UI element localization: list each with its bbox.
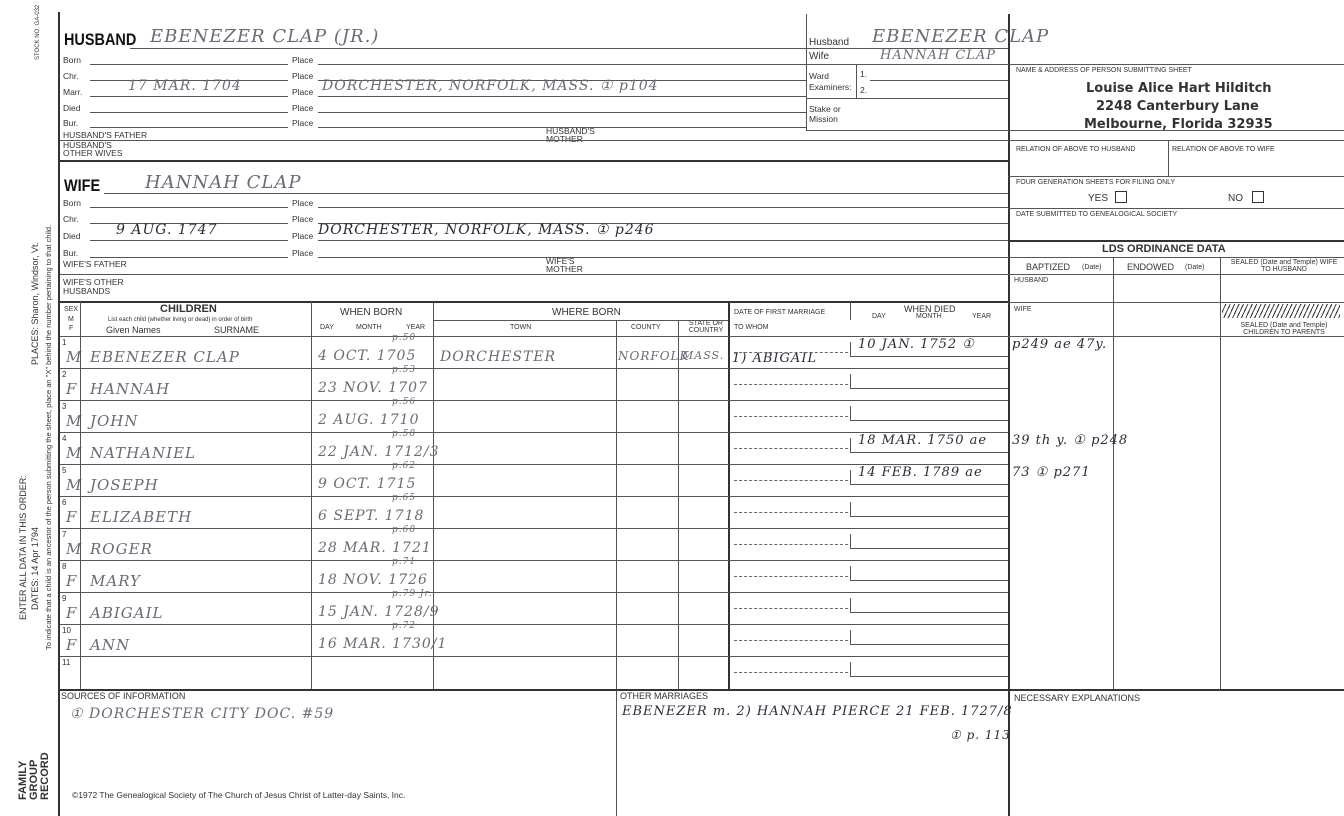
copyright: ©1972 The Genealogical Society of The Church of Jesus Christ of Latter-day Saints, Inc. [72,790,406,800]
child-born[interactable]: 22 JAN. 1712/3 [318,444,440,460]
child-name[interactable]: ROGER [90,540,153,558]
child-born[interactable]: 15 JAN. 1728/9 [318,604,440,620]
header-box-left-line [806,14,807,130]
submitter-name: Louise Alice Hart Hilditch [1086,81,1272,96]
children-title: CHILDREN [160,303,217,315]
child-name[interactable]: EBENEZER CLAP [90,348,240,366]
husband-label: HUSBAND [64,30,137,49]
examiners-label: Examiners: [809,82,852,92]
husband-marr-place[interactable]: DORCHESTER, NORFOLK, MASS. ① p104 [322,78,659,94]
wifes-father-label: WIFE'S FATHER [63,259,127,269]
hb-husband-label: Husband [809,37,850,48]
no-label: NO [1228,193,1243,204]
child-name[interactable]: ABIGAIL [90,604,164,622]
child-born[interactable]: 6 SEPT. 1718 [318,508,425,524]
marriage-date-dash [734,480,848,481]
necessary-explanations-label: NECESSARY EXPLANATIONS [1014,693,1141,703]
sealed-wife-label: SEALED (Date and Temple) WIFE TO HUSBAND [1230,259,1338,273]
child-page-ref: p.56 [392,397,417,407]
marriage-date-dash [734,672,848,673]
stake-label: Stake or Mission [809,104,841,124]
husband-name-line [130,48,806,49]
sources-label: SOURCES OF INFORMATION [61,691,186,701]
child-died[interactable]: 18 MAR. 1750 ae [858,433,988,448]
lds-title: LDS ORDINANCE DATA [1102,243,1226,255]
four-gen-label: FOUR GENERATION SHEETS FOR FILING ONLY [1016,179,1176,186]
child-number: 8 [62,562,67,571]
child-name[interactable]: MARY [90,572,141,590]
wife-label: WIFE [64,176,101,195]
child-sex[interactable]: F [66,604,78,622]
lds-husband-label: HUSBAND [1014,277,1049,284]
marriage-date-dash [734,576,848,577]
husband-born-label: Born [63,55,81,65]
no-checkbox[interactable] [1252,191,1264,203]
relation-husband-label: RELATION OF ABOVE TO HUSBAND [1016,146,1136,153]
hb-wife-value[interactable]: HANNAH CLAP [880,48,997,63]
submitter-street: 2248 Canterbury Lane [1096,99,1259,114]
child-sex[interactable]: M [66,540,83,558]
husband-chr-label: Chr. [63,71,79,81]
child-number: 4 [62,434,67,443]
submitter-label: NAME & ADDRESS OF PERSON SUBMITTING SHEET [1016,67,1192,74]
marriage-date-dash [734,608,848,609]
child-number: 3 [62,402,67,411]
left-frame-line [58,12,60,816]
ancestor-instruction: To indicate that a child is an ancestor of the person submitting the sheet, place an "X" behind the number pertaining to that child. [44,224,53,650]
husbands-other-wives-label: HUSBAND'S OTHER WIVES [63,140,123,158]
child-name[interactable]: ELIZABETH [90,508,193,526]
child-name[interactable]: JOSEPH [90,476,159,494]
child-page-ref: p.79 Jr. [392,589,433,599]
child-page-ref: p.50 [392,333,417,343]
child-death-note[interactable]: 73 ① p271 [1012,465,1091,480]
child-number: 1 [62,338,67,347]
other-marriages-value[interactable]: EBENEZER m. 2) HANNAH PIERCE 21 FEB. 1727/8 [622,704,1013,719]
yes-label: YES [1088,193,1109,204]
child-death-note[interactable]: p249 ae 47y. [1012,337,1108,352]
child-died[interactable]: 10 JAN. 1752 ① [858,337,975,352]
husband-bur-label: Bur. [63,118,79,128]
hb-husband-value[interactable]: EBENEZER CLAP [872,26,1050,47]
hb-wife-label: Wife [809,51,829,62]
enter-order: ENTER ALL DATA IN THIS ORDER: [18,475,28,620]
child-born[interactable]: 2 AUG. 1710 [318,412,420,428]
other-marriages-page[interactable]: ① p. 113 [950,728,1011,742]
child-number: 5 [62,466,67,475]
child-born[interactable]: 16 MAR. 1730/1 [318,636,448,652]
child-sex[interactable]: M [66,476,83,494]
child-sex[interactable]: M [66,348,83,366]
child-death-note[interactable]: 39 th y. ① p248 [1012,433,1129,448]
child-sex[interactable]: M [66,444,83,462]
lds-wife-label: WIFE [1014,306,1032,313]
husband-died-label: Died [63,103,81,113]
child-page-ref: p.53 [392,365,417,375]
wife-name[interactable]: HANNAH CLAP [145,172,302,193]
marriage-date-dash [734,416,848,417]
date-submitted-label: DATE SUBMITTED TO GENEALOGICAL SOCIETY [1016,211,1178,218]
child-died[interactable]: 14 FEB. 1789 ae [858,465,983,480]
child-page-ref: p.58 [392,429,417,439]
husband-marr-label: Marr. [63,87,83,97]
husband-marr-date[interactable]: 17 MAR. 1704 [128,78,242,94]
endowed-label: ENDOWED [1127,262,1174,272]
child-name[interactable]: JOHN [90,412,139,430]
child-number: 2 [62,370,67,379]
child-sex[interactable]: F [66,508,78,526]
child-born[interactable]: 9 OCT. 1715 [318,476,417,492]
marriage-date-dash [734,352,848,353]
other-marriages-label: OTHER MARRIAGES [620,691,709,701]
marriage-date-dash [734,448,848,449]
submitter-city: Melbourne, Florida 32935 [1084,117,1273,132]
child-born[interactable]: 4 OCT. 1705 [318,348,417,364]
stock-number: STOCK NO. GA-032 [35,4,41,60]
child-born[interactable]: 28 MAR. 1721 [318,540,432,556]
child-page-ref: p.68 [392,525,417,535]
child-name[interactable]: HANNAH [90,380,171,398]
child-born[interactable]: 18 NOV. 1726 [318,572,428,588]
dates-note: DATES: 14 Apr 1794 [30,527,40,610]
child-page-ref: p.72 [392,621,417,631]
places-note: PLACES: Sharon, Windsor, Vt. [30,241,40,365]
child-sex[interactable]: F [66,572,78,590]
child-page-ref: p.65 [392,493,417,503]
child-number: 10 [62,626,71,635]
marriage-date-dash [734,512,848,513]
wife-died-date[interactable]: 9 AUG. 1747 [116,222,218,238]
child-born[interactable]: 23 NOV. 1707 [318,380,428,396]
ward-label: Ward [809,71,829,81]
family-group-record-title: FAMILY GROUP RECORD [17,752,51,800]
child-state[interactable]: MASS. [682,349,725,362]
child-row-line [60,656,728,657]
child-page-ref: p.62 [392,461,417,471]
child-number: 9 [62,594,67,603]
marriage-date-dash [734,640,848,641]
marriage-date-dash [734,544,848,545]
yes-checkbox[interactable] [1115,191,1127,203]
child-county[interactable]: NORFOLK [618,349,690,363]
child-name[interactable]: NATHANIEL [90,444,197,462]
child-number: 7 [62,530,67,539]
child-number: 6 [62,498,67,507]
child-sex[interactable]: M [66,412,83,430]
right-section-divider [1008,14,1010,816]
sources-value[interactable]: ① DORCHESTER CITY DOC. #59 [70,706,335,722]
child-number: 11 [62,658,71,667]
wife-died-place[interactable]: DORCHESTER, NORFOLK, MASS. ① p246 [318,222,655,238]
wifes-mother-label: WIFE'S MOTHER [546,256,583,274]
husbands-mother-label: HUSBAND'S MOTHER [546,126,595,144]
child-town[interactable]: DORCHESTER [440,349,557,365]
child-sex[interactable]: F [66,380,78,398]
baptized-label: BAPTIZED [1026,262,1071,272]
child-spouse[interactable]: 1) ABIGAIL [732,351,818,366]
relation-wife-label: RELATION OF ABOVE TO WIFE [1172,146,1275,153]
husband-name[interactable]: EBENEZER CLAP (JR.) [150,26,380,47]
child-sex[interactable]: F [66,636,78,654]
child-page-ref: p.71 [392,557,417,567]
marriage-date-dash [734,384,848,385]
hatched-area [1222,304,1340,318]
wifes-other-husbands-label: WIFE'S OTHER HUSBANDS [63,277,124,296]
husbands-father-label: HUSBAND'S FATHER [63,130,148,140]
child-name[interactable]: ANN [90,636,131,654]
husband-born-place-label: Place [292,55,314,65]
sealed-children-label: SEALED (Date and Temple) CHILDREN TO PARENTS [1240,322,1328,336]
